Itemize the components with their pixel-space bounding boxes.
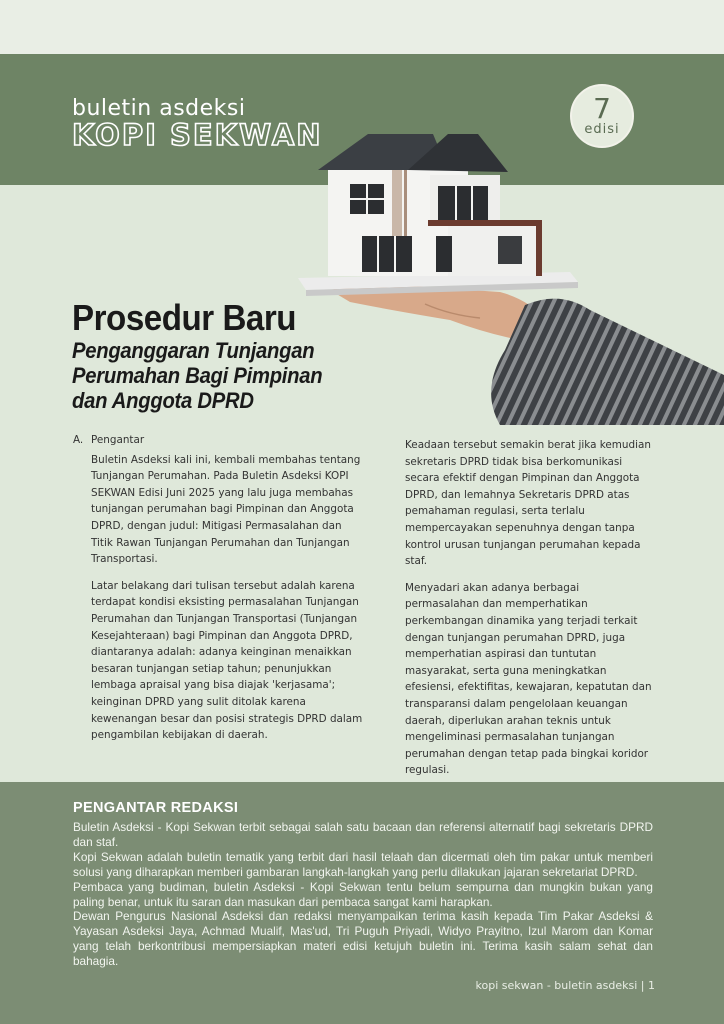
- top-strip: [0, 0, 724, 54]
- section-title: Pengantar: [91, 434, 145, 446]
- redaksi-paragraph: Dewan Pengurus Nasional Asdeksi dan redaksi menyampaikan terima kasih kepada Tim Pakar Asdeksi & Yayasan Asdeksi Jaya, Achmad Mualif, Mas'ud, Tri Puguh Priyadi, Widyo Prayitno, Izul Marom dan Komar yang telah berkontribusi mempersiapkan materi edisi ketujuh buletin ini. Terima kasih salam sehat dan bahagia.: [73, 909, 653, 969]
- edition-number: 7: [593, 92, 611, 125]
- paragraph: Menyadari akan adanya berbagai permasalahan dan memperhatikan perkembangan dinamika yang terjadi terkait dengan tunjangan perumahan DPRD, juga memperhatian aspirasi dan tuntutan masyarakat, serta guna meningkatkan efesiensi, efektifitas, kewajaran, kepatutan dan transparansi dalam pengelolaan keuangan daerah, diperlukan arahan teknis untuk mengeliminasi permasalahan tunjangan perumahan dengan tetap pada bingkai koridor regulasi.: [405, 581, 652, 777]
- article-title: [72, 298, 492, 413]
- title-line-3: dan Anggota DPRD: [72, 388, 254, 413]
- paragraph: Latar belakang dari tulisan tersebut adalah karena terdapat kondisi eksisting permasalahan Tunjangan Perumahan dan Tunjangan Transportasi (Tunjangan Kesejahteraan) bagi Pimpinan dan Anggota DPRD, diantaranya adalah: adanya keinginan menaikkan besaran tunjangan setiap tahun; penunjukkan lembaga apraisal yang bisa diajak 'kerjasama'; keinginan DPRD yang sulit ditolak karena kewenangan besar dan posisi strategis DPRD dalam pengambilan kebijakan di daerah.: [91, 579, 363, 742]
- title-main: Prosedur Baru: [72, 297, 297, 338]
- page-footer: kopi sekwan - buletin asdeksi | 1: [475, 979, 655, 992]
- redaksi-paragraph: Buletin Asdeksi - Kopi Sekwan terbit sebagai salah satu bacaan dan referensi alternatif bagi sekretaris DPRD dan staf.: [73, 820, 653, 849]
- edition-badge: [570, 84, 634, 148]
- paragraph: Buletin Asdeksi kali ini, kembali membahas tentang Tunjangan Perumahan. Pada Buletin Asdeksi KOPI SEKWAN Edisi Juni 2025 yang lalu juga membahas tunjangan perumahan bagi Pimpinan dan Anggota DPRD, dengan judul: Mitigasi Permasalahan dan Titik Rawan Tunjangan Perumahan dan Tunjangan Transportasi.: [91, 453, 361, 566]
- paragraph: Keadaan tersebut semakin berat jika kemudian sekretaris DPRD tidak bisa berkomunikasi secara efektif dengan Pimpinan dan Anggota DPRD, dan lemahnya Sekretaris DPRD atas pemahaman regulasi, serta terlalu mempercayakan sepenuhnya dengan tanpa kontrol urusan tunjangan perumahan kepada staf.: [405, 439, 651, 568]
- edition-label: edisi: [584, 122, 620, 137]
- redaksi-paragraph: Pembaca yang budiman, buletin Asdeksi - Kopi Sekwan tentu belum sempurna dan mungkin bukan yang paling benar, untuk itu saran dan masukan dari pembaca sangat kami harapkan.: [73, 879, 653, 909]
- right-column: [405, 437, 655, 789]
- left-column: [73, 432, 363, 754]
- title-line-1: Penganggaran Tunjangan: [72, 338, 315, 363]
- masthead-subtitle: buletin asdeksi: [72, 96, 246, 121]
- redaksi-title: PENGANTAR REDAKSI: [73, 800, 239, 816]
- redaksi-body: [73, 820, 653, 969]
- section-heading: [73, 432, 363, 449]
- masthead: [72, 96, 323, 152]
- masthead-title: KOPI SEKWAN: [72, 118, 323, 152]
- redaksi-paragraph: Kopi Sekwan adalah buletin tematik yang terbit dari hasil telaah dan dicermati oleh tim pakar untuk memberi solusi yang diharapkan memberi gambaran langkah-langkah yang perlu dilakukan jajaran sekretariat DPRD.: [73, 849, 653, 879]
- section-letter: A.: [73, 434, 84, 446]
- title-line-2: Perumahan Bagi Pimpinan: [72, 363, 323, 388]
- house-illustration: [298, 130, 578, 310]
